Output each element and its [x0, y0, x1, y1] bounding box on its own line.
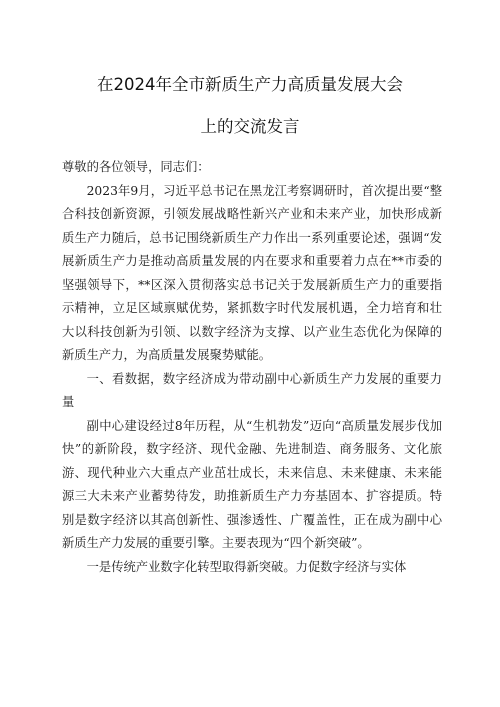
document-title-line-1: 在2024年全市新质生产力高质量发展大会: [97, 75, 403, 94]
paragraph-section-1: 副中心建设经过8年历程，从“生机勃发”迈向“高质量发展步伐加快”的新阶段，数字经济、现代金融、先进制造、商务服务、文化旅游、现代种业六大重点产业茁壮成长，未来信息、未来健康、未来能源三大未来产业蓄势待发，助推新质生产力夯基固本、扩容提质。特别是数字经济以其高创新性、强渗透性、广覆盖性，正在成为副中心新质生产力发展的重要引擎。主要表现为“四个新突破”。: [62, 418, 442, 550]
paragraph-intro: 2023年9月，习近平总书记在黑龙江考察调研时，首次提出要“整合科技创新资源，引领发展战略性新兴产业和未来产业，加快形成新质生产力随后，总书记围绕新质生产力作出一系列重要论述，强调“发展新质生产力是推动高质量发展的内在要求和重要着力点在**市委的坚强领导下，**区深入贯彻落实总书记关于发展新质生产力的重要指示精神，立足区域禀赋优势，紧抓数字时代发展机遇，全力培育和壮大以科技创新为引领、以数字经济为支撑、以产业生态优化为保障的新质生产力，为高质量发展聚势赋能。: [62, 183, 442, 362]
document-title-line-2: 上的交流发言: [200, 117, 300, 136]
document-body: [62, 156, 442, 579]
paragraph-point-1: 一是传统产业数字化转型取得新突破。力促数字经济与实体: [86, 559, 407, 574]
section-heading-1: 一、看数据，数字经济成为带动副中心新质生产力发展的重要力量: [62, 371, 442, 409]
salutation: 尊敬的各位领导，同志们：: [62, 160, 210, 174]
